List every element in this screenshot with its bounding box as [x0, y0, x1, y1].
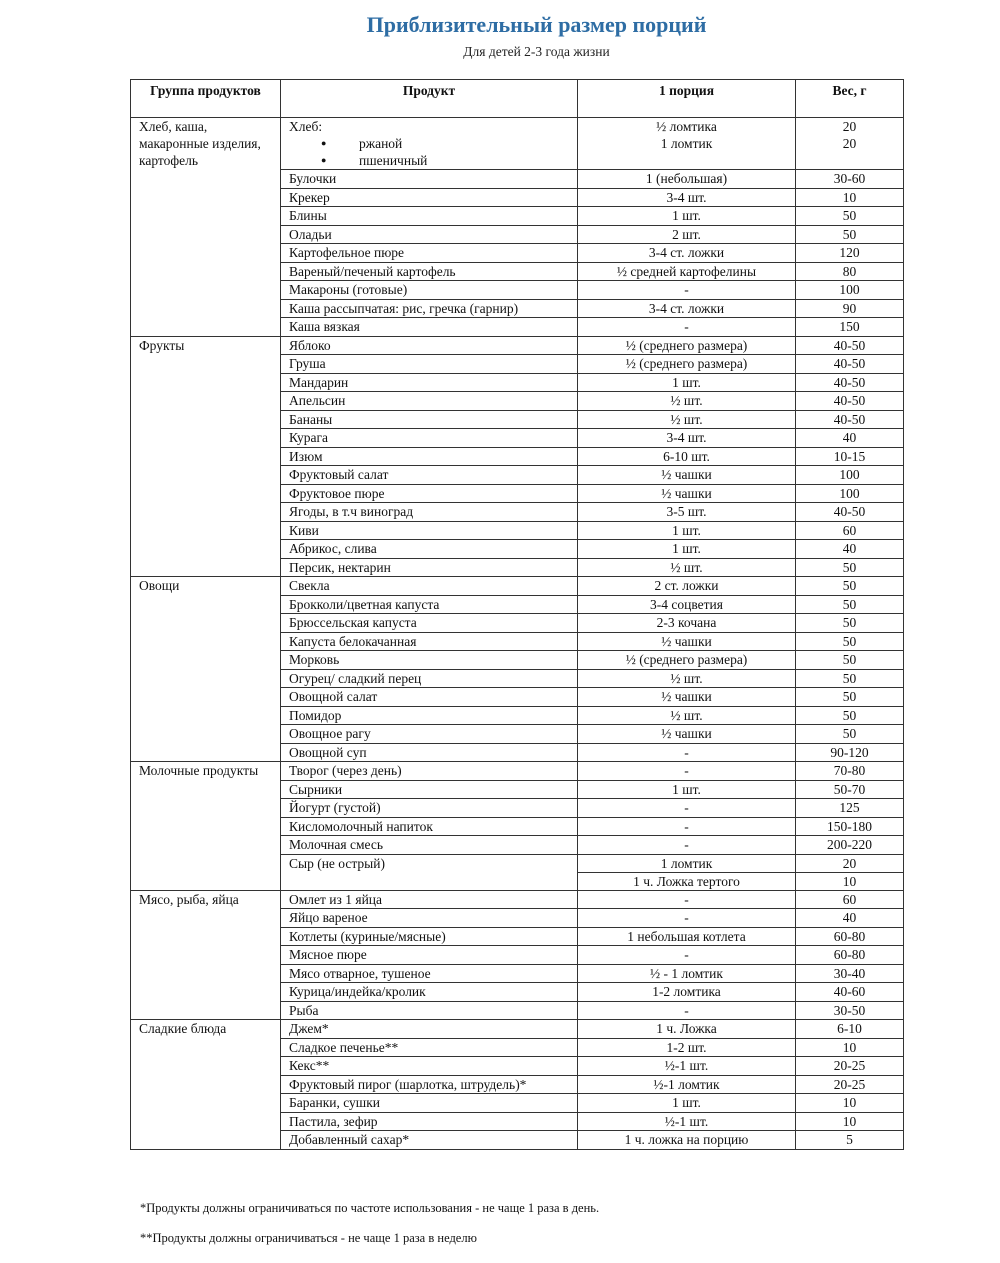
product-cell: Изюм — [281, 447, 578, 466]
group-cell: Мясо, рыба, яйца — [131, 890, 281, 1020]
product-cell: Брокколи/цветная капуста — [281, 595, 578, 614]
weight-cell: 125 — [796, 799, 904, 818]
weight-cell: 40-50 — [796, 373, 904, 392]
product-cell: Фруктовый пирог (шарлотка, штрудель)* — [281, 1075, 578, 1094]
portion-cell: - — [578, 890, 796, 909]
product-cell: Ягоды, в т.ч виноград — [281, 503, 578, 522]
weight-cell: 40-50 — [796, 392, 904, 411]
product-cell: Оладьи — [281, 225, 578, 244]
weight-cell: 40-50 — [796, 503, 904, 522]
weight-cell: 10 — [796, 1112, 904, 1131]
portion-cell: 2 шт. — [578, 225, 796, 244]
product-cell-bread — [281, 118, 578, 170]
portion-cell: - — [578, 762, 796, 781]
product-cell: Сырники — [281, 780, 578, 799]
bread-subitem: ● пшеничный — [289, 152, 569, 169]
weight-cell: 6-10 — [796, 1020, 904, 1039]
product-cell: Огурец/ сладкий перец — [281, 669, 578, 688]
weight-cell: 50 — [796, 225, 904, 244]
weight-cell: 30-50 — [796, 1001, 904, 1020]
group-cell: Овощи — [131, 577, 281, 762]
portion-cell: 1-2 шт. — [578, 1038, 796, 1057]
bread-weight: 20 — [842, 119, 857, 134]
header-product: Продукт — [281, 80, 578, 118]
portion-cell: 2-3 кочана — [578, 614, 796, 633]
portion-cell: ½ шт. — [578, 410, 796, 429]
weight-cell: 100 — [796, 484, 904, 503]
product-cell: Фруктовое пюре — [281, 484, 578, 503]
portion-cell: 1 шт. — [578, 1094, 796, 1113]
header-portion: 1 порция — [578, 80, 796, 118]
portion-cell-bread — [578, 118, 796, 170]
weight-cell: 50 — [796, 706, 904, 725]
portion-cell: - — [578, 909, 796, 928]
product-cell: Помидор — [281, 706, 578, 725]
portion-cell: 1 шт. — [578, 521, 796, 540]
portion-cell: 1 ч. Ложка тертого — [578, 872, 796, 890]
product-cell: Брюссельская капуста — [281, 614, 578, 633]
group-cell: Фрукты — [131, 336, 281, 577]
product-cell: Добавленный сахар* — [281, 1131, 578, 1150]
portion-cell: 1 шт. — [578, 207, 796, 226]
portion-cell: ½ шт. — [578, 669, 796, 688]
portion-cell: 1 небольшая котлета — [578, 927, 796, 946]
table-body — [131, 118, 904, 1150]
group-cell: Сладкие блюда — [131, 1020, 281, 1150]
portion-cell: ½ чашки — [578, 484, 796, 503]
portion-cell: ½-1 шт. — [578, 1112, 796, 1131]
product-cell: Джем* — [281, 1020, 578, 1039]
portion-cell: - — [578, 1001, 796, 1020]
portion-cell: ½ чашки — [578, 688, 796, 707]
weight-cell: 10 — [796, 188, 904, 207]
weight-cell: 5 — [796, 1131, 904, 1150]
product-cell: Курага — [281, 429, 578, 448]
product-cell: Вареный/печеный картофель — [281, 262, 578, 281]
weight-cell: 50 — [796, 725, 904, 744]
portion-table — [130, 79, 904, 1150]
table-row — [131, 577, 904, 596]
product-cell: Йогурт (густой) — [281, 799, 578, 818]
weight-cell: 100 — [796, 466, 904, 485]
product-cell: Бананы — [281, 410, 578, 429]
bread-heading: Хлеб: — [289, 119, 323, 134]
footnote-daily: *Продукты должны ограничиваться по частоте использования - не чаще 1 раза в день. — [140, 1201, 600, 1215]
weight-cell: 120 — [796, 244, 904, 263]
weight-cell: 50 — [796, 688, 904, 707]
portion-cell: - — [578, 281, 796, 300]
portion-cell: ½ чашки — [578, 725, 796, 744]
weight-cell: 40 — [796, 909, 904, 928]
product-cell: Блины — [281, 207, 578, 226]
weight-cell: 10 — [796, 872, 904, 890]
weight-cell: 50 — [796, 632, 904, 651]
portion-cell: ½ (среднего размера) — [578, 336, 796, 355]
table-row — [131, 118, 904, 170]
table-header-row — [131, 80, 904, 118]
portion-cell: 1 ч. ложка на порцию — [578, 1131, 796, 1150]
weight-cell: 60 — [796, 890, 904, 909]
portion-cell: - — [578, 946, 796, 965]
table-row — [131, 890, 904, 909]
portion-cell: ½-1 ломтик — [578, 1075, 796, 1094]
portion-cell: - — [578, 817, 796, 836]
product-cell: Персик, нектарин — [281, 558, 578, 577]
weight-cell: 20-25 — [796, 1057, 904, 1076]
product-cell: Капуста белокачанная — [281, 632, 578, 651]
product-cell: Яблоко — [281, 336, 578, 355]
weight-cell: 40-50 — [796, 410, 904, 429]
weight-cell: 100 — [796, 281, 904, 300]
weight-cell: 20-25 — [796, 1075, 904, 1094]
portion-cell: 6-10 шт. — [578, 447, 796, 466]
portion-cell: ½ шт. — [578, 558, 796, 577]
product-cell: Овощной салат — [281, 688, 578, 707]
group-cell: Хлеб, каша, макаронные изделия, картофель — [131, 118, 281, 337]
product-cell: Творог (через день) — [281, 762, 578, 781]
weight-cell: 60-80 — [796, 946, 904, 965]
portion-cell: - — [578, 836, 796, 855]
weight-cell: 50 — [796, 207, 904, 226]
weight-cell: 90-120 — [796, 743, 904, 762]
weight-cell: 40-50 — [796, 355, 904, 374]
product-cell: Мясо отварное, тушеное — [281, 964, 578, 983]
product-cell: Булочки — [281, 170, 578, 189]
product-cell: Баранки, сушки — [281, 1094, 578, 1113]
portion-cell: ½ шт. — [578, 706, 796, 725]
portion-cell: 3-4 соцветия — [578, 595, 796, 614]
portion-cell: - — [578, 799, 796, 818]
portion-cell: 1 (небольшая) — [578, 170, 796, 189]
weight-cell: 60 — [796, 521, 904, 540]
product-cell: Крекер — [281, 188, 578, 207]
portion-cell: - — [578, 318, 796, 337]
portion-cell: 3-4 ст. ложки — [578, 244, 796, 263]
portion-cell: 3-4 шт. — [578, 188, 796, 207]
portion-cell: 3-4 ст. ложки — [578, 299, 796, 318]
product-cell: Котлеты (куриные/мясные) — [281, 927, 578, 946]
product-cell: Овощное рагу — [281, 725, 578, 744]
product-cell: Сладкое печенье** — [281, 1038, 578, 1057]
weight-cell: 150 — [796, 318, 904, 337]
portion-cell: 1 шт. — [578, 540, 796, 559]
portion-cell: ½-1 шт. — [578, 1057, 796, 1076]
product-cell: Фруктовый салат — [281, 466, 578, 485]
page-title: Приблизительный размер порций — [366, 12, 707, 37]
product-cell: Каша вязкая — [281, 318, 578, 337]
page-subtitle: Для детей 2-3 года жизни — [463, 44, 610, 59]
product-cell: Киви — [281, 521, 578, 540]
table-row — [131, 762, 904, 781]
portion-cell: 2 ст. ложки — [578, 577, 796, 596]
weight-cell: 50-70 — [796, 780, 904, 799]
weight-cell: 50 — [796, 614, 904, 633]
weight-cell: 30-40 — [796, 964, 904, 983]
bread-portion: 1 ломтик — [660, 136, 713, 151]
product-cell: Омлет из 1 яйца — [281, 890, 578, 909]
weight-cell: 40-60 — [796, 983, 904, 1002]
portion-cell: ½ (среднего размера) — [578, 355, 796, 374]
weight-cell: 80 — [796, 262, 904, 281]
portion-cell: 1 шт. — [578, 373, 796, 392]
product-cell: Макароны (готовые) — [281, 281, 578, 300]
bread-portion: ½ ломтика — [656, 119, 717, 134]
portion-cell: 1 ломтик — [578, 854, 796, 872]
portion-cell: 1-2 ломтика — [578, 983, 796, 1002]
portion-cell: ½ шт. — [578, 392, 796, 411]
product-cell: Кекс** — [281, 1057, 578, 1076]
bread-subitem: ● ржаной — [289, 135, 569, 152]
product-cell: Молочная смесь — [281, 836, 578, 855]
weight-cell: 40 — [796, 429, 904, 448]
weight-cell: 20 — [796, 854, 904, 872]
portion-cell: ½ чашки — [578, 632, 796, 651]
portion-cell: 3-4 шт. — [578, 429, 796, 448]
portion-cell: ½ - 1 ломтик — [578, 964, 796, 983]
weight-cell: 60-80 — [796, 927, 904, 946]
portion-cell: - — [578, 743, 796, 762]
product-cell: Овощной суп — [281, 743, 578, 762]
product-cell: Свекла — [281, 577, 578, 596]
product-cell: Морковь — [281, 651, 578, 670]
weight-cell: 50 — [796, 595, 904, 614]
portion-cell: 1 шт. — [578, 780, 796, 799]
portion-cell: ½ (среднего размера) — [578, 651, 796, 670]
product-cell: Абрикос, слива — [281, 540, 578, 559]
product-cell: Рыба — [281, 1001, 578, 1020]
weight-cell: 40 — [796, 540, 904, 559]
footnote-weekly: **Продукты должны ограничиваться - не чаще 1 раза в неделю — [140, 1231, 477, 1245]
weight-cell: 50 — [796, 669, 904, 688]
table-row — [131, 336, 904, 355]
product-cell: Картофельное пюре — [281, 244, 578, 263]
product-cell: Мясное пюре — [281, 946, 578, 965]
weight-cell: 70-80 — [796, 762, 904, 781]
product-cell: Яйцо вареное — [281, 909, 578, 928]
portion-cell: 1 ч. Ложка — [578, 1020, 796, 1039]
weight-cell: 50 — [796, 558, 904, 577]
table-row — [131, 1020, 904, 1039]
weight-cell: 90 — [796, 299, 904, 318]
product-cell: Сыр (не острый) — [281, 854, 578, 890]
header-group: Группа продуктов — [131, 80, 281, 118]
product-cell: Кисломолочный напиток — [281, 817, 578, 836]
weight-cell: 200-220 — [796, 836, 904, 855]
group-cell: Молочные продукты — [131, 762, 281, 891]
weight-cell: 10 — [796, 1038, 904, 1057]
product-cell: Каша рассыпчатая: рис, гречка (гарнир) — [281, 299, 578, 318]
product-cell: Груша — [281, 355, 578, 374]
weight-cell-bread — [796, 118, 904, 170]
weight-cell: 50 — [796, 651, 904, 670]
weight-cell: 50 — [796, 577, 904, 596]
weight-cell: 40-50 — [796, 336, 904, 355]
weight-cell: 10-15 — [796, 447, 904, 466]
product-cell: Пастила, зефир — [281, 1112, 578, 1131]
portion-cell: ½ средней картофелины — [578, 262, 796, 281]
weight-cell: 10 — [796, 1094, 904, 1113]
weight-cell: 150-180 — [796, 817, 904, 836]
portion-cell: ½ чашки — [578, 466, 796, 485]
header-weight: Вес, г — [796, 80, 904, 118]
product-cell: Мандарин — [281, 373, 578, 392]
product-cell: Апельсин — [281, 392, 578, 411]
weight-cell: 30-60 — [796, 170, 904, 189]
product-cell: Курица/индейка/кролик — [281, 983, 578, 1002]
bread-weight: 20 — [842, 136, 857, 151]
portion-cell: 3-5 шт. — [578, 503, 796, 522]
